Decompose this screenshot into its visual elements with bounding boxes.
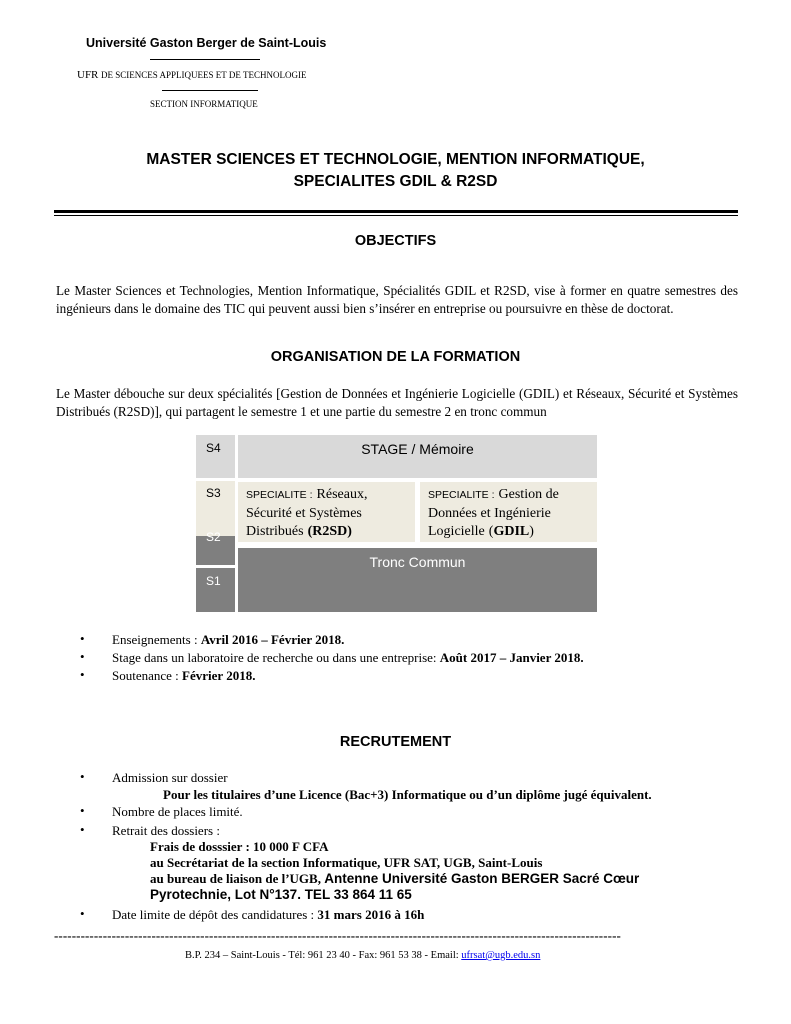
pyrotechnie-line: Pyrotechnie, Lot N°137. TEL 33 864 11 65 (150, 887, 412, 902)
semester-s4 (196, 435, 235, 480)
ufr-prefix: UFR (77, 69, 99, 81)
frais-line: Frais de dosssier : 10 000 F CFA (150, 839, 329, 854)
organisation-text: Le Master débouche sur deux spécialités [Gestion de Données et Ingénierie Logicielle (GDIL) et Réseaux, Sécurité et Systèmes Distribués (R2SD)], qui partagent le semestre 1 et une partie du semestre 2 en tronc commun (56, 386, 738, 419)
r2sd-cell (238, 482, 415, 542)
admission-detail: Pour les titulaires d’une Licence (Bac+3) Informatique ou d’un diplôme jugé équivalent. (163, 787, 652, 802)
calendar-value: Février 2018. (182, 668, 256, 683)
calendar-item-1 (112, 631, 344, 648)
objectifs-text: Le Master Sciences et Technologies, Mention Informatique, Spécialités GDIL et R2SD, vise à former en quatre semestres des ingénieurs dans le domaine des TIC qui peuvent aussi bien s’insérer en entreprise ou poursuivre en thèse de doctorat. (56, 283, 738, 316)
organisation-heading: ORGANISATION DE LA FORMATION (270, 349, 521, 365)
r2sd-spec-label: SPECIALITE : (246, 489, 313, 501)
semester-s2-label: S2 (206, 530, 221, 544)
calendar-label: Stage dans un laboratoire de recherche ou dans une entreprise: (112, 650, 440, 665)
document-title-line2: SPECIALITES GDIL & R2SD (293, 173, 498, 190)
calendar-label: Enseignements : (112, 632, 201, 647)
admission-item: Admission sur dossier (112, 770, 228, 785)
calendar-value: Avril 2016 – Février 2018. (200, 632, 345, 647)
bullet-dot: • (80, 769, 85, 784)
gdil-code: GDIL (493, 524, 530, 539)
ufr-text: DE SCIENCES APPLIQUEES ET DE TECHNOLOGIE (101, 70, 307, 80)
secretariat-line: au Secrétariat de la section Informatique, UFR SAT, UGB, Saint-Louis (150, 855, 543, 870)
diagram-divider-s2 (196, 565, 235, 568)
tronc-commun-cell (238, 548, 597, 612)
university-name: Université Gaston Berger de Saint-Louis (86, 36, 327, 50)
recrutement-heading: RECRUTEMENT (339, 734, 452, 750)
retrait-item: Retrait des dossiers : (112, 823, 220, 838)
semester-diagram (196, 435, 597, 612)
footer-dashes: -------------------------------------------------------------------------------------------------------------------------------- (54, 928, 621, 943)
r2sd-code: (R2SD) (307, 524, 352, 539)
semester-s2 (196, 524, 235, 568)
footer-email-link[interactable]: ufrsat@ugb.edu.sn (461, 950, 541, 961)
semester-s1-label: S1 (206, 574, 221, 588)
section-name: SECTION INFORMATIQUE (150, 99, 258, 109)
date-limite-item (112, 906, 424, 923)
footer-contact-text: B.P. 234 – Saint-Louis - Tél: 961 23 40 - Fax: 961 53 38 - Email: (185, 950, 462, 961)
document-title-line1: MASTER SCIENCES ET TECHNOLOGIE, MENTION INFORMATIQUE, (146, 151, 645, 168)
stage-memoire-cell (238, 435, 597, 478)
gdil-cell (420, 482, 597, 542)
bullet-dot: • (80, 649, 85, 664)
bureau-text: au bureau de liaison de l’UGB, (150, 871, 325, 886)
semester-s3-label: S3 (206, 486, 221, 500)
title-rule-thick (54, 210, 738, 213)
semester-s4-label: S4 (206, 441, 221, 455)
calendar-item-2 (112, 649, 584, 666)
header-rule-2 (162, 90, 258, 91)
bullet-dot: • (80, 906, 85, 921)
calendar-item-3 (112, 667, 255, 684)
date-limite-label: Date limite de dépôt des candidatures : (112, 907, 318, 922)
stage-memoire-label: STAGE / Mémoire (361, 441, 474, 457)
places-item: Nombre de places limité. (112, 804, 243, 819)
semester-s1 (196, 568, 235, 612)
r2sd-text: Réseaux, Sécurité et Systèmes Distribués (246, 487, 368, 539)
gdil-code-wrap: (GDIL) (488, 524, 534, 539)
calendar-label: Soutenance : (112, 668, 183, 683)
bullet-dot: • (80, 631, 85, 646)
bullet-dot: • (80, 667, 85, 682)
gdil-spec-label: SPECIALITE : (428, 489, 495, 501)
title-rule-thin (54, 215, 738, 216)
semester-s3 (196, 480, 235, 524)
date-limite-value: 31 mars 2016 à 16h (317, 907, 425, 922)
bullet-dot: • (80, 803, 85, 818)
header-rule-1 (150, 59, 260, 60)
tronc-commun-label: Tronc Commun (369, 554, 466, 570)
objectifs-heading: OBJECTIFS (354, 233, 437, 249)
calendar-value: Août 2017 – Janvier 2018. (439, 650, 584, 665)
bureau-line (150, 870, 639, 887)
diagram-divider-s4 (196, 478, 235, 481)
bullet-dot: • (80, 822, 85, 837)
footer-contact (185, 950, 540, 961)
gdil-text: Gestion de Données et Ingénierie Logicielle (428, 487, 559, 539)
ufr-name (77, 69, 377, 81)
bureau-antenne: Antenne Université Gaston BERGER Sacré Cœur (324, 871, 640, 886)
